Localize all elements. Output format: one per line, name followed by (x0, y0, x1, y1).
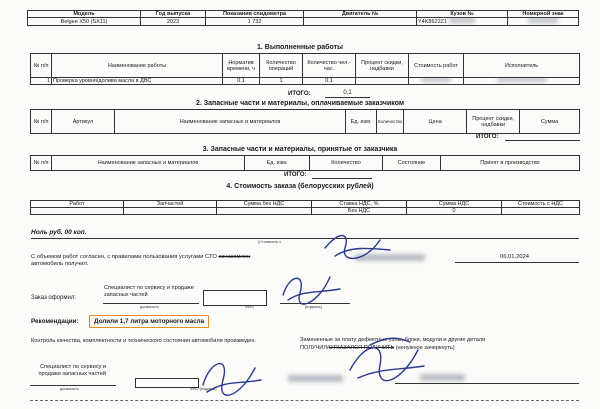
sec1-row-ops: 1 (260, 78, 303, 85)
sec3-col-state: Состояние (383, 156, 441, 171)
sec4-title: 4. Стоимость заказа (белорусских рублей) (226, 183, 374, 190)
sec4-col-vat-sum: Сумма НДС (407, 201, 502, 208)
vehicle-engine (304, 18, 417, 26)
sec1-row-hours: 0,1 (303, 78, 356, 85)
vehicle-odometer: 1 732 (206, 18, 304, 26)
sec3-total-line (312, 178, 372, 179)
sec4-vat-rate: Без НДС (312, 208, 407, 215)
order-fio-box (203, 290, 267, 306)
sec1-table (30, 53, 580, 85)
consent-date: 06.01.2024 (500, 254, 530, 260)
sec1-row-name: Проверка уровня/долива масла в ДВС (52, 78, 223, 85)
vehicle-col-year: Год выпуска (141, 11, 206, 18)
signature-top (320, 228, 400, 268)
vehicle-plate (508, 18, 579, 26)
sec1-title: 1. Выполненные работы (257, 44, 343, 51)
vehicle-value-row (28, 18, 579, 26)
vehicle-body: Y4K8622Z1 (417, 18, 508, 26)
sec4-vat-sum: 0 (407, 208, 502, 215)
sec2-col-article: Артикул (52, 110, 115, 134)
order-cap-sign: (подпись) (305, 305, 322, 309)
sec1-col-ops: Количество операций (260, 54, 303, 78)
vehicle-header-row (28, 11, 579, 18)
sec1-total-value: 0,1 (325, 90, 370, 98)
sec1-col-cost: Стоимость работ (409, 54, 464, 78)
sec4-works (31, 208, 124, 215)
sec3-col-unit: Ед. изм. (245, 156, 310, 171)
vehicle-col-engine: Двигатель № (304, 11, 417, 18)
vehicle-col-odometer: Показания спидометра (206, 11, 304, 18)
signature-replaced (340, 330, 430, 390)
sec1-row-num: 1 (31, 78, 52, 85)
consent-caption: (Стоимость с (258, 240, 282, 244)
amount-in-words: Ноль руб. 00 коп. (31, 229, 87, 236)
signature-order (278, 265, 348, 310)
sec2-total-label: ИТОГО: (476, 134, 499, 140)
sec1-col-hours: Количество чел.-час. (303, 54, 356, 78)
sec2-col-sum: Сумма (520, 110, 580, 134)
sec3-table (30, 155, 580, 171)
control-position-line (30, 385, 116, 386)
sec2-col-name: Наименование запасных и материалов (115, 110, 346, 134)
sec1-col-num: № п/п (31, 54, 52, 78)
amount-underline (31, 238, 579, 239)
sec2-table (30, 109, 580, 134)
vehicle-model: Belgee X50 (SX11) (28, 18, 141, 26)
order-cap-fio: ФИО (245, 305, 254, 309)
replaced-refused: ОТКАЗАЛСЯ ПОЛУЧИТЬ (328, 345, 395, 351)
sec4-col-works: Работ (31, 201, 124, 208)
consent-date-line (455, 262, 579, 263)
sec2-col-discount: Процент скидки, надбавки (467, 110, 520, 134)
sec1-col-norm: Норматив времени, ч (223, 54, 260, 78)
control-cap-fio: ФИО (подпись) (190, 387, 217, 391)
sec2-col-price: Цена (404, 110, 467, 134)
order-label: Заказ оформил: (31, 295, 76, 301)
sec3-col-num: № п/п (31, 156, 52, 171)
sec3-col-qty: Количество (310, 156, 383, 171)
sec1-col-discount: Процент скидки, надбавки (356, 54, 409, 78)
sec1-total-label: ИТОГО: (288, 91, 311, 97)
sec3-total-label: ИТОГО: (284, 172, 307, 178)
consent-text-struck: ознакомлен (218, 254, 251, 260)
vehicle-col-plate: Номерной знак (508, 11, 579, 18)
sec4-col-sum-novat: Сумма без НДС (217, 201, 312, 208)
sec2-col-qty: Количество (377, 110, 404, 134)
sec4-col-parts: Запчастей (124, 201, 217, 208)
sec2-title: 2. Запасные части и материалы, оплачиваемые заказчиком (195, 100, 405, 107)
vehicle-table (27, 10, 579, 26)
control-position: Специалист по сервису и продаже запасных частей (38, 364, 106, 377)
sec1-row-norm: 0,1 (223, 78, 260, 85)
recommendation-value: Долили 1,7 литра моторного масла (89, 315, 209, 328)
sec4-table (30, 200, 580, 215)
control-text: Контроль качества, комплектности и технического состояния автомобиля произведен. (31, 338, 257, 344)
consent-text (31, 254, 311, 268)
consent-text-after: автомобиль получил. (31, 261, 89, 267)
sec4-total (502, 208, 580, 215)
sec2-total-line (505, 140, 580, 141)
sec3-title: 3. Запасные части и материалы, принятые от заказчика (202, 146, 398, 153)
sec2-col-num: № п/п (31, 110, 52, 134)
sec1-row-cost (409, 78, 464, 85)
bottom-rule (30, 400, 579, 401)
control-cap-position: должность (60, 387, 79, 391)
sec1-row-performer (464, 78, 580, 85)
order-position-line (103, 303, 199, 304)
sec2-col-unit: Ед. изм. (346, 110, 377, 134)
sec4-sum-novat (217, 208, 312, 215)
consent-text-before: С объемом работ согласен, с правилами пользования услугами СТО (31, 254, 217, 260)
replaced-received: ПОЛУЧИЛ/ (300, 345, 329, 351)
replaced-text: Замененные за плату дефектные узлы, блоки, модули и другие детали (300, 337, 486, 343)
sec1-row-discount (356, 78, 409, 85)
control-name-redacted (288, 375, 343, 382)
vehicle-col-body: Кузов № (417, 11, 508, 18)
sec3-col-name: Наименование запасных и материалов (52, 156, 245, 171)
sec1-col-name: Наименование работы (52, 54, 223, 78)
sec3-col-accepted: Принят в производство (441, 156, 580, 171)
recommendation-label: Рекомендации: (31, 318, 79, 325)
sec1-col-performer: Исполнитель (464, 54, 580, 78)
order-cap-position: должность (140, 305, 159, 309)
sec1-row (31, 78, 580, 85)
signature-control (195, 350, 265, 400)
sec4-parts (124, 208, 217, 215)
sec4-col-vat-rate: Ставка НДС, % (312, 201, 407, 208)
vehicle-year: 2023 (141, 18, 206, 26)
vehicle-col-model: Модель (28, 11, 141, 18)
order-position: Специалист по сервису и продаже запасных частей (104, 285, 194, 298)
replaced-note: (ненужное зачеркнуть) (395, 345, 455, 351)
sec4-col-total: Стоимость с НДС (502, 201, 580, 208)
